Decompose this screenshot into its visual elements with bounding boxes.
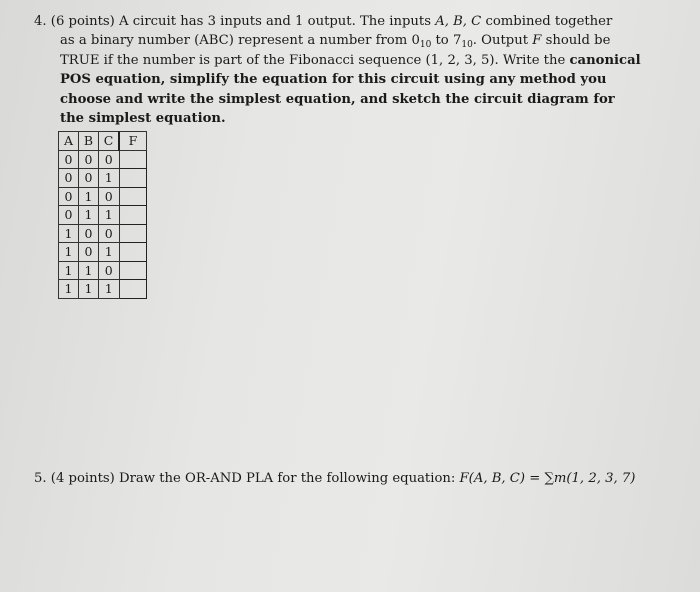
q4-to-word: to xyxy=(435,33,449,49)
bit-cell-c: 0 xyxy=(99,261,120,280)
table-row xyxy=(59,206,147,225)
truth-table-body xyxy=(59,150,147,298)
q5-number: 5. xyxy=(34,471,47,486)
bit-cell-c: 1 xyxy=(99,280,120,299)
f-answer-cell[interactable] xyxy=(119,187,147,206)
q4-line-4: POS equation, simplify the equation for this circuit using any method you xyxy=(60,72,607,88)
q4-text-2: as a binary number (ABC) represent a number from xyxy=(60,33,408,49)
bit-cell-a: 1 xyxy=(59,280,79,299)
question-4 xyxy=(34,12,654,128)
q4-range-to: $7_{10}$ xyxy=(452,33,473,51)
bit-cell-c: 1 xyxy=(99,243,120,262)
q4-number: 4. xyxy=(34,14,47,29)
q4-text-2-tail: should be xyxy=(545,33,611,49)
q4-line-2 xyxy=(60,31,654,50)
q4-text-1-end: combined together xyxy=(485,14,613,29)
table-row xyxy=(59,187,147,206)
bit-cell-b: 0 xyxy=(79,243,99,262)
q5-text: (4 points) Draw the OR-AND PLA for the following equation: xyxy=(50,471,456,486)
header-b: B xyxy=(79,132,99,151)
bit-cell-a: 0 xyxy=(59,187,79,206)
bit-cell-c: 0 xyxy=(99,224,120,243)
truth-table-header-row xyxy=(59,132,147,151)
table-row xyxy=(59,169,147,188)
f-answer-cell[interactable] xyxy=(119,224,147,243)
bit-cell-a: 1 xyxy=(59,261,79,280)
bit-cell-b: 0 xyxy=(79,224,99,243)
bit-cell-c: 1 xyxy=(99,206,120,225)
q4-line-1 xyxy=(34,12,654,31)
bit-cell-b: 0 xyxy=(79,150,99,169)
question-5 xyxy=(34,471,635,486)
bit-cell-b: 0 xyxy=(79,169,99,188)
table-row xyxy=(59,150,147,169)
q4-line-5: choose and write the simplest equation, and sketch the circuit diagram for xyxy=(60,91,615,107)
q4-output-var: F xyxy=(532,33,542,49)
f-answer-cell[interactable] xyxy=(119,169,147,188)
q4-range-from: $0_{10}$ xyxy=(411,33,432,51)
bit-cell-a: 0 xyxy=(59,150,79,169)
f-answer-cell[interactable] xyxy=(119,280,147,299)
q4-line-6: the simplest equation. xyxy=(60,111,226,127)
bit-cell-b: 1 xyxy=(79,187,99,206)
f-answer-cell[interactable] xyxy=(119,206,147,225)
bit-cell-a: 0 xyxy=(59,169,79,188)
bit-cell-c: 1 xyxy=(99,169,120,188)
header-c: C xyxy=(99,132,120,151)
bit-cell-a: 0 xyxy=(59,206,79,225)
q4-text-2-end: . Output xyxy=(472,33,529,49)
q4-input-vars: A, B, C xyxy=(435,14,482,29)
table-row xyxy=(59,261,147,280)
bit-cell-c: 0 xyxy=(99,187,120,206)
q4-text-3: TRUE if the number is part of the Fibonacci sequence (1, 2, 3, 5). Write the xyxy=(60,52,566,68)
q5-equation: F(A, B, C) = ∑m(1, 2, 3, 7) xyxy=(459,471,636,486)
bit-cell-b: 1 xyxy=(79,261,99,280)
q4-line-3 xyxy=(60,51,654,70)
f-answer-cell[interactable] xyxy=(119,150,147,169)
bit-cell-c: 0 xyxy=(99,150,120,169)
f-answer-cell[interactable] xyxy=(119,243,147,262)
q4-text-3-bold: canonical xyxy=(569,52,641,68)
table-row xyxy=(59,224,147,243)
f-answer-cell[interactable] xyxy=(119,261,147,280)
q4-points: (6 points) xyxy=(50,14,115,29)
header-f: F xyxy=(119,132,147,151)
bit-cell-b: 1 xyxy=(79,206,99,225)
bit-cell-a: 1 xyxy=(59,243,79,262)
bit-cell-b: 1 xyxy=(79,280,99,299)
table-row xyxy=(59,280,147,299)
header-a: A xyxy=(59,132,79,151)
table-row xyxy=(59,243,147,262)
bit-cell-a: 1 xyxy=(59,224,79,243)
truth-table xyxy=(58,131,147,299)
q4-text-1: A circuit has 3 inputs and 1 output. The inputs xyxy=(119,14,431,29)
